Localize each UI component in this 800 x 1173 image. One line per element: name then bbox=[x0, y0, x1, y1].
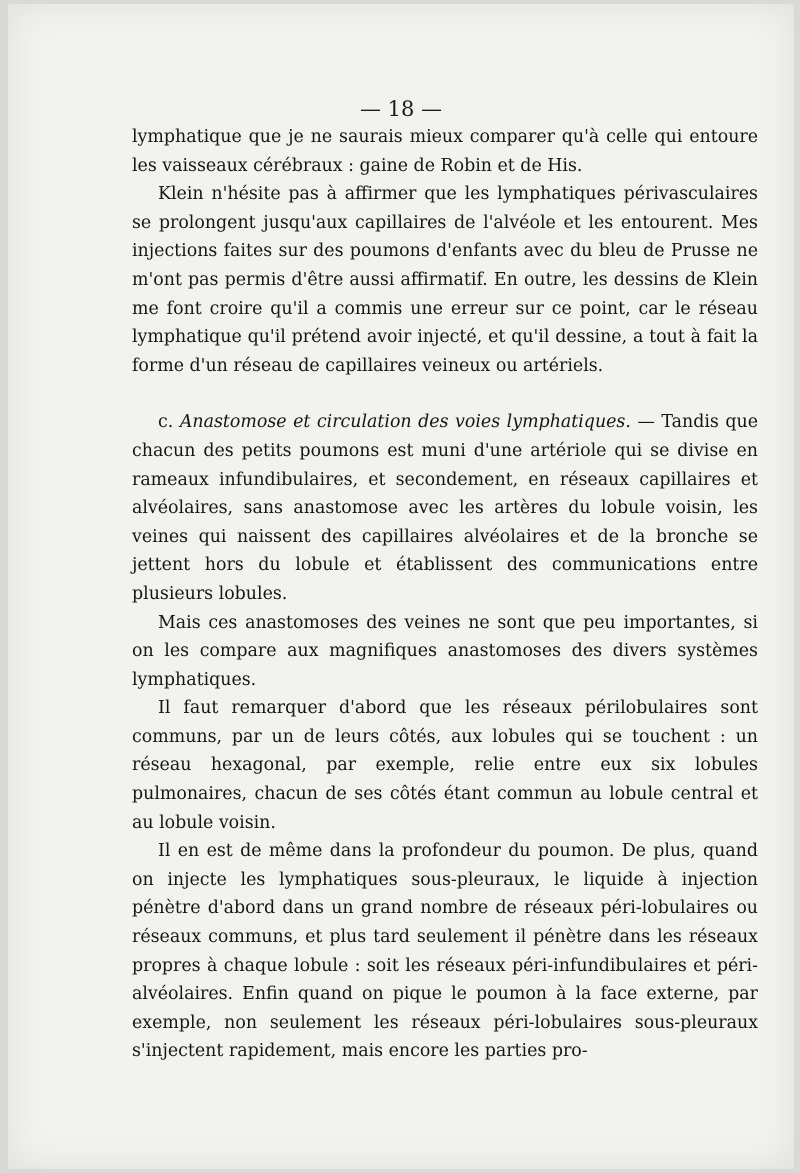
paragraph-continuation: lymphatique que je ne saurais mieux comparer qu'à celle qui entoure les vaisseaux cérébraux : gaine de Robin et de His. bbox=[132, 127, 758, 176]
paragraph-klein: Klein n'hésite pas à affirmer que les lymphatiques périvasculaires se prolongent jusqu'aux capillaires de l'alvéole et les entourent. Mes injections faites sur des poumons d'enfants avec du bleu de Prusse ne m'ont pas permis d'être aussi affirmatif. En outre, les dessins de Klein me font croire qu'il a commis une erreur sur ce point, car le réseau lymphatique qu'il prétend avoir injecté, et qu'il dessine, a tout à fait la forme d'un réseau de capillaires veineux ou artériels. bbox=[132, 184, 758, 376]
paragraph-profondeur: Il en est de même dans la profondeur du poumon. De plus, quand on injecte les lymphatiques sous-pleuraux, le liquide à injection pénètre d'abord dans un grand nombre de réseaux péri-lobulaires ou réseaux communs, et plus tard seulement il pénètre dans les réseaux propres à chaque lobule : soit les réseaux péri-infundibulaires et péri-alvéolaires. Enfin quand on pique le poumon à la face externe, par exemple, non seulement les réseaux péri-lobulaires sous-pleuraux s'injectent rapidement, mais encore les parties pro- bbox=[132, 841, 758, 1062]
body-text bbox=[132, 123, 758, 1066]
book-page bbox=[8, 4, 794, 1169]
section-anastomose bbox=[132, 408, 758, 608]
paragraph-reseaux: Il faut remarquer d'abord que les réseaux périlobulaires sont communs, par un de leurs côtés, aux lobules qui se touchent : un réseau hexagonal, par exemple, relie entre eux six lobules pulmonaires, chacun de ses côtés étant commun au lobule central et au lobule voisin. bbox=[132, 698, 758, 833]
page-number: — 18 — bbox=[359, 97, 443, 121]
section-dash: — bbox=[637, 412, 655, 433]
paragraph-veines: Mais ces anastomoses des veines ne sont que peu importantes, si on les compare aux magnifiques anastomoses des divers systèmes lymphatiques. bbox=[132, 612, 758, 690]
section-text: Tandis que chacun des petits poumons est muni d'une artériole qui se divise en rameaux infundibulaires, et secondement, en réseaux capillaires et alvéolaires, sans anastomose avec les artères du lobule voisin, les veines qui naissent des capillaires alvéolaires et de la bronche se jettent hors du lobule et établissent des communications entre plusieurs lobules. bbox=[132, 412, 759, 604]
section-label: c. bbox=[158, 412, 174, 433]
section-title: Anastomose et circulation des voies lymphatiques. bbox=[179, 412, 631, 433]
